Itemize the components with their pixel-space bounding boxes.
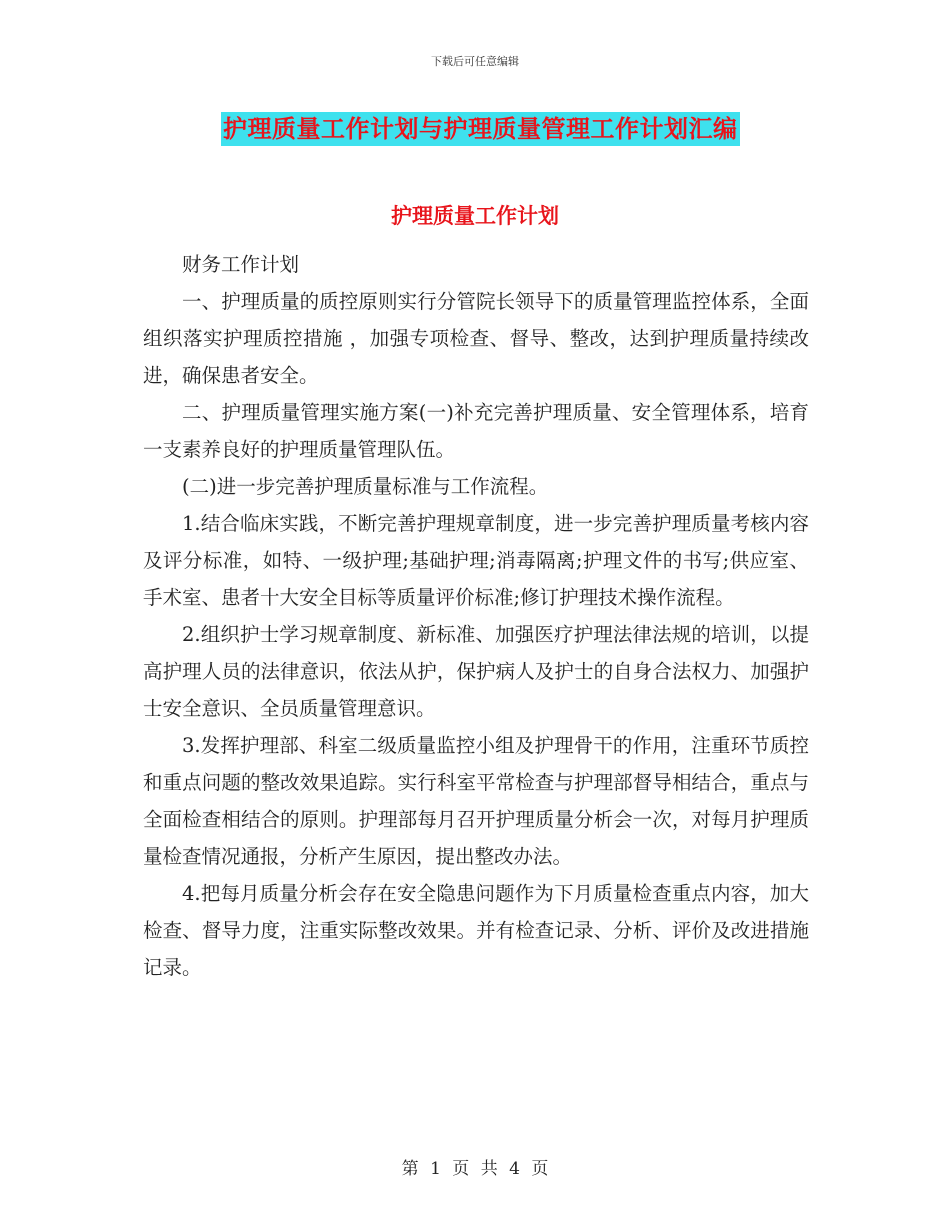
paragraph: 1.结合临床实践，不断完善护理规章制度，进一步完善护理质量考核内容及评分标准，如特、一级护理;基础护理;消毒隔离;护理文件的书写;供应室、手术室、患者十大安全目标等质量评价标准;修订护理技术操作流程。: [143, 512, 809, 609]
paragraph: 二、护理质量管理实施方案(一)补充完善护理质量、安全管理体系，培育一支素养良好的护理质量管理队伍。: [143, 401, 809, 461]
paragraph: 财务工作计划: [182, 253, 300, 276]
paragraph: (二)进一步完善护理质量标准与工作流程。: [182, 475, 549, 498]
page-footer: 第 1 页 共 4 页: [401, 1159, 549, 1179]
document-title: 护理质量工作计划与护理质量管理工作计划汇编: [221, 112, 740, 146]
paragraph: 4.把每月质量分析会存在安全隐患问题作为下月质量检查重点内容，加大检查、督导力度，注重实际整改效果。并有检查记录、分析、评价及改进措施记录。: [143, 882, 809, 979]
paragraph: 3.发挥护理部、科室二级质量监控小组及护理骨干的作用，注重环节质控和重点问题的整改效果追踪。实行科室平常检查与护理部督导相结合，重点与全面检查相结合的原则。护理部每月召开护理质量分析会一次，对每月护理质量检查情况通报，分析产生原因，提出整改办法。: [143, 734, 809, 868]
document-body: [143, 246, 809, 986]
section-title: 护理质量工作计划: [391, 204, 559, 228]
paragraph: 2.组织护士学习规章制度、新标准、加强医疗护理法律法规的培训，以提高护理人员的法律意识，依法从护，保护病人及护士的自身合法权力、加强护士安全意识、全员质量管理意识。: [143, 623, 809, 720]
paragraph: 一、护理质量的质控原则实行分管院长领导下的质量管理监控体系，全面组织落实护理质控措施 ，加强专项检查、督导、整改，达到护理质量持续改进，确保患者安全。: [143, 290, 809, 387]
header-note: 下载后可任意编辑: [431, 55, 519, 68]
